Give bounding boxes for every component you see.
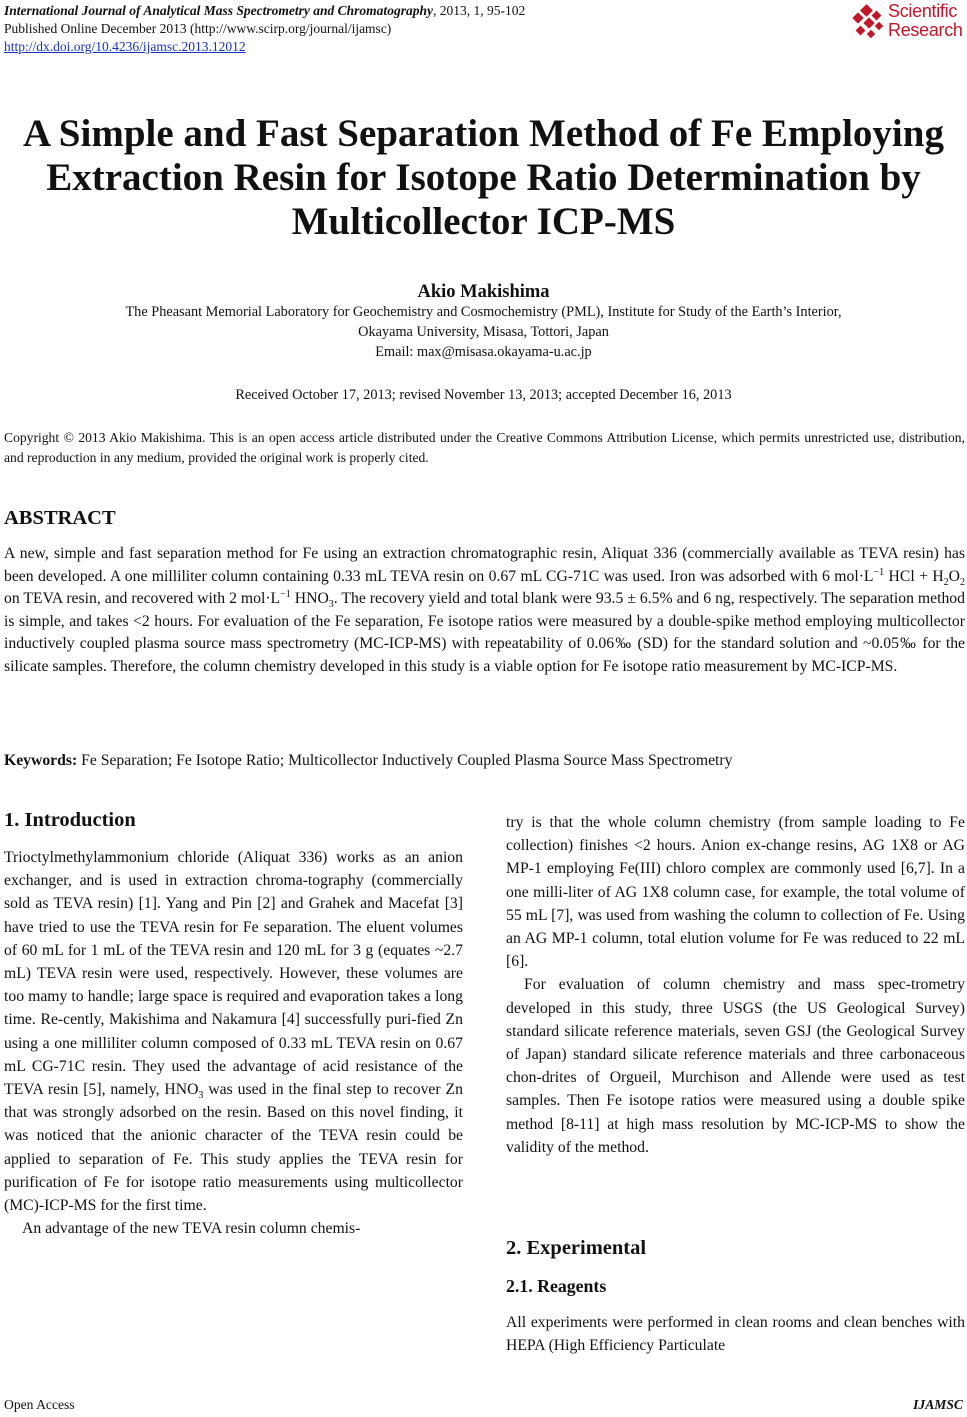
logo-mark-icon [848, 4, 888, 44]
doi-link[interactable]: http://dx.doi.org/10.4236/ijamsc.2013.12012 [4, 39, 246, 54]
affiliation [0, 302, 967, 362]
title-line: Multicollector ICP-MS [291, 200, 676, 243]
scientific-research-logo [846, 0, 967, 46]
journal-issue: , 2013, 1, 95-102 [432, 3, 526, 18]
left-column [4, 846, 463, 1240]
footer-open-access: Open Access [4, 1397, 75, 1412]
author-name: Akio Makishima [417, 282, 550, 302]
abstract-text: A new, simple and fast separation method for Fe using an extraction chromatographic resin, Aliquat 336 (commercially available as TEVA resin) has been developed. A one milliliter column containing 0.33 mL TEVA resin on 0.67 mL CG-71C was used. Iron was adsorbed with 6 $mol\cdot L^{-1}$ HCl + $H_2O_2$ on TEVA resin, and recovered with 2 $mol\cdot L^{-1}$ $HNO_3$. The recovery yield and total blank were 93.5 ± 6.5% and 6 ng, respectively. The separation method is simple, and takes <2 hours. For evaluation of the Fe separation, Fe isotope ratios were measured by a double-spike method employing multicollector inductively coupled plasma source mass spectrometry (MC-ICP-MS) with repeatability of 0.06‰ (SD) for the standard solution and ~0.05‰ for the silicate samples. Therefore, the column chemistry developed in this study is a viable option for Fe isotope ratio measurement by MC-ICP-MS. [4, 545, 965, 675]
title-line: A Simple and Fast Separation Method of Fe Employing [23, 112, 944, 155]
abstract-heading: ABSTRACT [4, 507, 116, 529]
keywords-label: Keywords: [4, 752, 78, 769]
keywords [4, 752, 965, 770]
journal-header [4, 2, 525, 56]
paper-title [0, 112, 967, 244]
published-online: Published Online December 2013 (http://www.scirp.org/journal/ijamsc) [4, 21, 392, 36]
journal-name: International Journal of Analytical Mass Spectrometry and Chromatography [4, 3, 433, 18]
received-dates: Received October 17, 2013; revised November 13, 2013; accepted December 16, 2013 [235, 387, 732, 403]
experimental-heading: 2. Experimental [506, 1237, 647, 1259]
keywords-text: Fe Separation; Fe Isotope Ratio; Multicollector Inductively Coupled Plasma Source Mass Spectrometry [77, 752, 733, 769]
intro-paragraph: An advantage of the new TEVA resin column chemis- [22, 1220, 361, 1238]
copyright-notice: Copyright © 2013 Akio Makishima. This is an open access article distributed under the Creative Commons Attribution License, which permits unrestricted use, distribution, and reproduction in any medium, provided the original work is properly cited. [4, 430, 965, 465]
footer-journal-abbrev: IJAMSC [913, 1397, 963, 1412]
affiliation-line: The Pheasant Memorial Laboratory for Geochemistry and Cosmochemistry (PML), Institute for Study of the Earth’s Interior, [125, 304, 842, 320]
intro-paragraph: Trioctylmethylammonium chloride (Aliquat 336) works as an anion exchanger, and is used in extraction chroma-tography (commercially sold as TEVA resin) [1]. Yang and Pin [2] and Grahek and Macefat [3] have tried to use the TEVA resin for Fe separation. The eluent volumes of 60 mL for 1 mL of the TEVA resin and 120 mL for 3 g (equates ~2.7 mL) TEVA resin were used, respectively. However, these volumes are too mamy to handle; large space is required and evaporation takes a long time. Re-cently, Makishima and Nakamura [4] successfully puri-fied Zn using a one milliliter column composed of 0.33 mL TEVA resin on 0.67 mL CG-71C resin. They used the advantage of acid resistance of the TEVA resin [5], namely, $HNO_3$ was used in the final step to recover Zn that was strongly adsorbed on the resin. Based on this novel finding, it was noticed that the anionic character of the TEVA resin could be applied to separation of Fe. This study applies the TEVA resin for purification of Fe for isotope ratio measurements using multicollector (MC)-ICP-MS for the first time. [4, 849, 463, 1215]
author-email: Email: max@misasa.okayama-u.ac.jp [375, 344, 592, 360]
title-line: Extraction Resin for Isotope Ratio Determination by [46, 156, 921, 199]
logo-text-scientific: Scientific [888, 1, 958, 21]
reagents-paragraph: All experiments were performed in clean rooms and clean benches with HEPA (High Efficiency Particulate [506, 1314, 965, 1355]
introduction-heading: 1. Introduction [4, 809, 136, 831]
logo-text-research: Research [888, 20, 963, 40]
body-paragraph: try is that the whole column chemistry (from sample loading to Fe collection) finishes <2 hours. Anion ex-change resins, AG 1X8 or AG MP-1 employing Fe(III) chloro complex are commonly used [6,7]. In a one milli-liter of AG 1X8 column case, for example, the total volume of 55 mL [7], was used from washing the column to collection of Fe. Using an AG MP-1 column, total elution volume for Fe was reduced to 22 mL [6]. [506, 814, 965, 971]
right-column [506, 811, 965, 1159]
body-paragraph: For evaluation of column chemistry and mass spec-trometry developed in this study, three USGS (the US Geological Survey) standard silicate reference materials, seven GSJ (the Geological Survey of Japan) standard silicate reference materials and three carbonaceous chon-drites of Orgueil, Murchison and Allende were used as test samples. Then Fe isotope ratios were measured using a double spike method [8-11] at high mass resolution by MC-ICP-MS to show the validity of the method. [506, 976, 965, 1156]
reagents-heading: 2.1. Reagents [506, 1276, 607, 1296]
affiliation-line: Okayama University, Misasa, Tottori, Japan [358, 324, 609, 340]
